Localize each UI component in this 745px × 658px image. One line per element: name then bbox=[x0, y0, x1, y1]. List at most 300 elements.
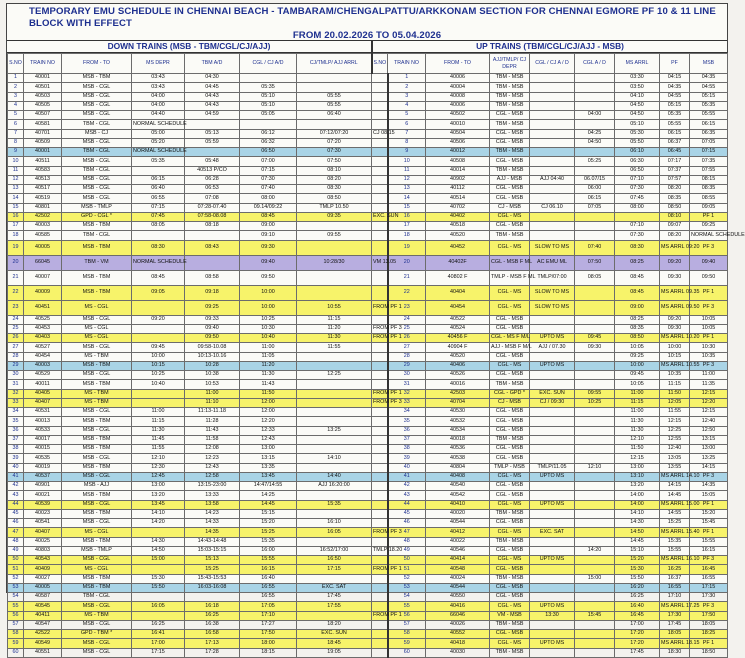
table-row bbox=[8, 556, 728, 565]
table-cell: PF 1 bbox=[690, 212, 728, 221]
table-row bbox=[8, 528, 728, 537]
table-cell: CGL - MSB bbox=[490, 408, 530, 417]
table-cell: 60 bbox=[8, 648, 24, 657]
table-cell bbox=[575, 417, 615, 426]
table-cell: 40012 bbox=[426, 148, 490, 157]
table-cell: CGL - MSB bbox=[490, 138, 530, 147]
table-cell: 04:25 bbox=[575, 129, 615, 138]
table-row bbox=[8, 620, 728, 629]
table-row bbox=[8, 639, 728, 648]
table-cell: CJ 08.15 bbox=[372, 129, 388, 138]
table-cell: 07:30 bbox=[615, 231, 660, 240]
table-cell bbox=[530, 574, 575, 583]
table-cell: 15:20 bbox=[690, 509, 728, 518]
table-cell: MSB - CGL bbox=[62, 519, 132, 528]
table-cell: 11:30 bbox=[240, 371, 297, 380]
table-cell: 10:28 bbox=[185, 361, 240, 370]
table-cell bbox=[372, 148, 388, 157]
table-cell: 11:15 bbox=[132, 417, 185, 426]
table-cell: 9 bbox=[8, 148, 24, 157]
table-cell: 10:00 bbox=[660, 343, 690, 352]
table-cell: 08:15 bbox=[690, 175, 728, 184]
table-cell: MS ARRL 18.15 bbox=[660, 639, 690, 648]
table-cell: 40801 bbox=[24, 203, 62, 212]
table-cell: 08:50 bbox=[660, 203, 690, 212]
table-cell: 18:05 bbox=[660, 630, 690, 639]
table-cell: MSB - CGL bbox=[62, 408, 132, 417]
table-cell: AJJ - MSB bbox=[490, 175, 530, 184]
col-header: CJ/TMLP/ AJJ ARRL bbox=[297, 54, 372, 74]
table-cell: 40026 bbox=[426, 620, 490, 629]
table-cell: 40520 bbox=[426, 352, 490, 361]
table-cell: 16:55 bbox=[240, 583, 297, 592]
table-cell bbox=[185, 148, 240, 157]
table-cell bbox=[132, 231, 185, 240]
section-headers bbox=[7, 41, 727, 53]
table-cell: 09:20 bbox=[660, 255, 690, 270]
table-cell: 16:05 bbox=[297, 528, 372, 537]
table-cell: 23 bbox=[388, 300, 426, 315]
table-cell: 16:52/17:00 bbox=[297, 546, 372, 555]
up-trains-heading: UP TRAINS (TBM/CGL/CJ/AJJ - MSB) bbox=[476, 41, 624, 51]
table-cell bbox=[530, 546, 575, 555]
table-cell: 16:38 bbox=[185, 620, 240, 629]
table-cell bbox=[185, 120, 240, 129]
table-cell: 16:25 bbox=[615, 593, 660, 602]
table-cell bbox=[185, 231, 240, 240]
table-cell: 17:55 bbox=[297, 602, 372, 611]
col-header: AJJ/TMLP/ CJ DEPR bbox=[490, 54, 530, 74]
table-cell: EXC. SUN bbox=[372, 212, 388, 221]
col-header: MSB bbox=[690, 54, 728, 74]
table-cell: 39 bbox=[388, 454, 426, 463]
table-cell: 40802 F bbox=[426, 270, 490, 285]
col-header: MS DEPR bbox=[132, 54, 185, 74]
table-cell: 07:30 bbox=[297, 148, 372, 157]
table-cell: 11:15 bbox=[660, 380, 690, 389]
table-cell bbox=[132, 611, 185, 620]
table-cell: 17:13 bbox=[185, 639, 240, 648]
table-cell: 16:41 bbox=[132, 630, 185, 639]
table-cell: CGL - MS bbox=[490, 285, 530, 300]
table-cell: 11:45 bbox=[132, 435, 185, 444]
table-cell: 40010 bbox=[426, 120, 490, 129]
table-cell bbox=[575, 231, 615, 240]
table-cell: 3 bbox=[8, 92, 24, 101]
table-cell: 13:15-23:00 bbox=[185, 482, 240, 491]
table-row bbox=[8, 602, 728, 611]
table-cell bbox=[297, 380, 372, 389]
table-cell: 40546 bbox=[426, 546, 490, 555]
table-cell: TBM - CGL bbox=[62, 231, 132, 240]
table-cell: UPTO MS bbox=[530, 602, 575, 611]
table-cell: 07:45 bbox=[132, 212, 185, 221]
table-cell: 13:10 bbox=[615, 472, 660, 481]
table-cell: 07:12/07:20 bbox=[297, 129, 372, 138]
table-cell: 40404 bbox=[426, 285, 490, 300]
table-cell: 12:05 bbox=[660, 398, 690, 407]
table-cell bbox=[372, 285, 388, 300]
table-cell: 17:50 bbox=[690, 611, 728, 620]
table-cell: 11:00 bbox=[690, 371, 728, 380]
table-cell: 07:15 bbox=[690, 148, 728, 157]
table-cell: 40008 bbox=[426, 92, 490, 101]
table-cell: 7 bbox=[8, 129, 24, 138]
table-cell: MSB - CGL bbox=[62, 92, 132, 101]
table-cell bbox=[372, 380, 388, 389]
table-cell: CGL - MSB bbox=[490, 157, 530, 166]
table-cell: 40545 bbox=[24, 602, 62, 611]
table-row bbox=[8, 500, 728, 509]
table-cell: MS - CGL bbox=[62, 334, 132, 343]
table-cell: 40410 bbox=[426, 500, 490, 509]
table-cell: 35 bbox=[388, 417, 426, 426]
table-cell: 40533 bbox=[24, 426, 62, 435]
table-cell: 40587 bbox=[24, 593, 62, 602]
table-cell: 08:35 bbox=[690, 185, 728, 194]
table-cell: 08:00 bbox=[615, 203, 660, 212]
table-cell bbox=[297, 285, 372, 300]
table-cell: 40513 bbox=[24, 175, 62, 184]
table-cell: CJ 06.10 bbox=[530, 203, 575, 212]
table-cell: 36 bbox=[8, 426, 24, 435]
table-cell bbox=[530, 445, 575, 454]
table-cell: 14:00 bbox=[615, 500, 660, 509]
table-cell: 15:55 bbox=[240, 556, 297, 565]
col-header: TRAIN NO bbox=[388, 54, 426, 74]
table-cell: MSB - TBM bbox=[62, 509, 132, 518]
table-cell bbox=[575, 537, 615, 546]
table-cell: 16:25 bbox=[132, 620, 185, 629]
table-cell bbox=[530, 324, 575, 333]
table-row bbox=[8, 101, 728, 110]
table-cell: 40024 bbox=[426, 574, 490, 583]
table-cell: 42 bbox=[8, 482, 24, 491]
table-cell: 17:15 bbox=[297, 565, 372, 574]
table-cell: MSB - TBM bbox=[62, 537, 132, 546]
table-row bbox=[8, 472, 728, 481]
table-cell: 14:47/14:55 bbox=[240, 482, 297, 491]
table-cell: 12:15 bbox=[615, 454, 660, 463]
table-cell: 06:50 bbox=[615, 166, 660, 175]
table-cell: 04:50 bbox=[615, 101, 660, 110]
table-cell: 05:15 bbox=[690, 92, 728, 101]
table-cell: 40518 bbox=[426, 222, 490, 231]
table-cell: 20 bbox=[8, 255, 24, 270]
table-cell: 60 bbox=[388, 648, 426, 657]
table-cell: MSB - TBM bbox=[62, 417, 132, 426]
table-cell: 40538 bbox=[426, 454, 490, 463]
table-cell: 40519 bbox=[24, 194, 62, 203]
table-cell: 39 bbox=[8, 454, 24, 463]
table-cell: 08:18 bbox=[185, 222, 240, 231]
table-cell bbox=[575, 212, 615, 221]
table-cell: 09:55 bbox=[575, 389, 615, 398]
table-cell: 40531 bbox=[24, 408, 62, 417]
table-cell: 07:37 bbox=[660, 166, 690, 175]
table-cell bbox=[530, 435, 575, 444]
table-row bbox=[8, 546, 728, 555]
table-cell: 40027 bbox=[24, 574, 62, 583]
table-cell: 40527 bbox=[24, 343, 62, 352]
table-cell: MSB - TBM bbox=[62, 435, 132, 444]
table-cell: 40503 bbox=[24, 92, 62, 101]
table-cell: 40550 bbox=[426, 593, 490, 602]
table-cell: 07:10 bbox=[615, 175, 660, 184]
table-cell: MSB - AJJ bbox=[62, 482, 132, 491]
table-cell: CGL - MSB bbox=[490, 185, 530, 194]
table-cell: CGL - MSB bbox=[490, 426, 530, 435]
table-cell: 40901 bbox=[24, 482, 62, 491]
table-cell: 40001 bbox=[24, 148, 62, 157]
col-header: TBM A/D bbox=[185, 54, 240, 74]
table-cell: 07:57 bbox=[660, 175, 690, 184]
table-cell: MS - CGL bbox=[62, 324, 132, 333]
table-cell: 13:33 bbox=[185, 491, 240, 500]
table-cell: 15:50 bbox=[615, 574, 660, 583]
table-cell: 15:35 bbox=[660, 537, 690, 546]
table-cell: 04:00 bbox=[575, 111, 615, 120]
table-cell: 48 bbox=[8, 537, 24, 546]
table-cell: 14:35 bbox=[185, 528, 240, 537]
table-cell: 14:15 bbox=[660, 482, 690, 491]
table-cell: 22 bbox=[8, 285, 24, 300]
table-cell: 57 bbox=[8, 620, 24, 629]
table-cell bbox=[132, 300, 185, 315]
table-cell bbox=[575, 380, 615, 389]
col-header: FROM - TO bbox=[62, 54, 132, 74]
table-cell: 2 bbox=[8, 83, 24, 92]
table-cell bbox=[372, 602, 388, 611]
table-cell: 07:50 bbox=[297, 157, 372, 166]
table-cell: 40520 bbox=[426, 231, 490, 240]
table-cell: 25 bbox=[388, 324, 426, 333]
table-cell: 12:00 bbox=[240, 398, 297, 407]
table-cell: CGL - MS bbox=[490, 361, 530, 370]
table-cell: 18:25 bbox=[690, 630, 728, 639]
table-cell bbox=[297, 408, 372, 417]
table-cell: 17:50 bbox=[240, 630, 297, 639]
table-cell: 43 bbox=[388, 491, 426, 500]
table-cell: MSB - CGL bbox=[62, 639, 132, 648]
table-cell: 09:30 bbox=[575, 343, 615, 352]
table-cell: 09:20 bbox=[132, 315, 185, 324]
table-cell: 09:18 bbox=[185, 285, 240, 300]
table-cell: MSB - TBM bbox=[62, 380, 132, 389]
table-row bbox=[8, 175, 728, 184]
table-cell: 14:10 bbox=[297, 454, 372, 463]
table-cell: 08:20 bbox=[660, 231, 690, 240]
table-cell bbox=[372, 343, 388, 352]
table-cell: 46 bbox=[388, 519, 426, 528]
table-cell: 42503 bbox=[426, 389, 490, 398]
table-cell: 47 bbox=[388, 528, 426, 537]
table-cell: MSB - CGL bbox=[62, 315, 132, 324]
table-cell bbox=[297, 537, 372, 546]
table-cell: 24 bbox=[388, 315, 426, 324]
table-cell bbox=[372, 472, 388, 481]
table-cell: 08:55 bbox=[690, 194, 728, 203]
table-cell bbox=[575, 519, 615, 528]
table-cell: CGL - MS bbox=[490, 528, 530, 537]
table-cell bbox=[372, 639, 388, 648]
table-cell: 29 bbox=[8, 361, 24, 370]
table-cell: 09:00 bbox=[615, 300, 660, 315]
table-cell: TBM - MSB bbox=[490, 83, 530, 92]
table-cell: MSB - CGL bbox=[62, 556, 132, 565]
table-row bbox=[8, 463, 728, 472]
schedule-rows bbox=[8, 74, 745, 658]
table-row bbox=[8, 380, 728, 389]
table-row bbox=[8, 83, 728, 92]
table-cell: 06:30 bbox=[615, 157, 660, 166]
table-cell: 05:48 bbox=[185, 157, 240, 166]
table-cell: TBM - MSB bbox=[490, 92, 530, 101]
table-cell bbox=[372, 509, 388, 518]
table-cell bbox=[372, 454, 388, 463]
table-cell: MSB - TBM bbox=[62, 74, 132, 83]
table-cell: MS ARRL 16.10 bbox=[660, 556, 690, 565]
table-cell bbox=[575, 92, 615, 101]
table-cell: 04:50 bbox=[575, 138, 615, 147]
table-cell: 27 bbox=[388, 343, 426, 352]
table-cell: 40011 bbox=[24, 380, 62, 389]
table-cell: 06:28 bbox=[185, 175, 240, 184]
table-cell bbox=[372, 111, 388, 120]
table-cell: 40539 bbox=[24, 500, 62, 509]
table-cell: 56 bbox=[8, 611, 24, 620]
table-cell: 40524 bbox=[426, 324, 490, 333]
table-cell: PF 3 bbox=[690, 556, 728, 565]
table-cell: 6 bbox=[8, 120, 24, 129]
table-cell bbox=[372, 593, 388, 602]
table-cell: 09:40 bbox=[690, 255, 728, 270]
table-cell: 13:20 bbox=[132, 491, 185, 500]
table-cell: 09:07 bbox=[660, 222, 690, 231]
table-cell bbox=[372, 491, 388, 500]
table-cell bbox=[530, 537, 575, 546]
table-cell: 12:40 bbox=[690, 417, 728, 426]
table-cell: 08:00 bbox=[240, 194, 297, 203]
table-cell: CGL - MSB bbox=[490, 482, 530, 491]
table-cell: MSB - CGL bbox=[62, 454, 132, 463]
table-cell: AC EMU ML bbox=[530, 255, 575, 270]
table-cell: 40405 bbox=[24, 389, 62, 398]
table-cell: 13 bbox=[388, 185, 426, 194]
table-cell bbox=[372, 519, 388, 528]
table-cell: MSB - CGL bbox=[62, 620, 132, 629]
table-cell: 14:35 bbox=[690, 482, 728, 491]
table-cell: 15:35 bbox=[240, 537, 297, 546]
table-cell: 05:35 bbox=[690, 101, 728, 110]
table-cell: 40581 bbox=[24, 120, 62, 129]
table-cell: 14:25 bbox=[240, 491, 297, 500]
table-cell: 14:15 bbox=[690, 463, 728, 472]
table-cell bbox=[530, 380, 575, 389]
table-cell: CGL - MSB bbox=[490, 417, 530, 426]
table-cell: PF 3 bbox=[690, 240, 728, 255]
table-cell bbox=[530, 454, 575, 463]
table-cell: 17:28 bbox=[185, 648, 240, 657]
table-row bbox=[8, 334, 728, 343]
table-cell: 10:35 bbox=[660, 371, 690, 380]
table-cell bbox=[575, 583, 615, 592]
table-cell bbox=[575, 445, 615, 454]
table-cell bbox=[132, 166, 185, 175]
table-cell: 17:00 bbox=[132, 639, 185, 648]
table-cell: 66045 bbox=[24, 255, 62, 270]
table-cell bbox=[372, 194, 388, 203]
table-cell: 15 bbox=[8, 203, 24, 212]
table-cell: VM 13.05 bbox=[372, 255, 388, 270]
table-cell: 07:05 bbox=[690, 138, 728, 147]
table-cell bbox=[372, 445, 388, 454]
table-cell: 41 bbox=[8, 472, 24, 481]
table-row bbox=[8, 537, 728, 546]
table-cell: TBM - MSB bbox=[490, 509, 530, 518]
table-cell: 12:15 bbox=[690, 408, 728, 417]
table-cell bbox=[297, 417, 372, 426]
table-cell: CGL - MS bbox=[490, 639, 530, 648]
table-cell: UPTO MS bbox=[530, 472, 575, 481]
table-cell: 11:00 bbox=[240, 343, 297, 352]
table-cell: 14:33 bbox=[185, 519, 240, 528]
table-cell: 10:53 bbox=[185, 380, 240, 389]
table-cell: 06:55 bbox=[132, 194, 185, 203]
col-header: FROM - TO bbox=[426, 54, 490, 74]
table-row bbox=[8, 255, 728, 270]
table-cell: 18 bbox=[8, 231, 24, 240]
table-cell bbox=[297, 389, 372, 398]
table-cell: 17:15 bbox=[690, 583, 728, 592]
table-cell: 13 bbox=[8, 185, 24, 194]
table-cell: 07:20 bbox=[297, 138, 372, 147]
table-cell: 07:28-07.40 bbox=[185, 203, 240, 212]
table-cell: 15:55 bbox=[690, 537, 728, 546]
table-cell: 15:00 bbox=[575, 574, 615, 583]
table-row bbox=[8, 194, 728, 203]
table-cell: 44 bbox=[8, 500, 24, 509]
table-cell: 12:20 bbox=[240, 417, 297, 426]
table-cell bbox=[530, 231, 575, 240]
table-cell bbox=[240, 120, 297, 129]
table-cell: CGL - MS bbox=[490, 300, 530, 315]
table-cell bbox=[372, 101, 388, 110]
table-row bbox=[8, 148, 728, 157]
table-cell: 17:20 bbox=[615, 639, 660, 648]
table-cell: 08:45 bbox=[240, 212, 297, 221]
table-cell: 14:45 bbox=[615, 537, 660, 546]
table-cell: MSB - CGL bbox=[62, 194, 132, 203]
table-cell bbox=[530, 129, 575, 138]
table-cell: 12:30 bbox=[132, 463, 185, 472]
table-cell: EXC. SAT bbox=[297, 583, 372, 592]
table-cell: 10 bbox=[8, 157, 24, 166]
table-cell: 40535 bbox=[24, 454, 62, 463]
table-cell bbox=[372, 556, 388, 565]
table-cell bbox=[297, 240, 372, 255]
table-cell: 06:35 bbox=[690, 129, 728, 138]
table-cell: 16:55 bbox=[660, 583, 690, 592]
table-cell: TBM - CGL bbox=[62, 148, 132, 157]
table-cell bbox=[575, 556, 615, 565]
table-cell: 03:43 bbox=[132, 83, 185, 92]
table-cell bbox=[372, 138, 388, 147]
table-cell: 40006 bbox=[426, 101, 490, 110]
table-cell: 05:55 bbox=[690, 111, 728, 120]
table-cell: 12:10 bbox=[615, 435, 660, 444]
table-cell: 07:17 bbox=[660, 157, 690, 166]
